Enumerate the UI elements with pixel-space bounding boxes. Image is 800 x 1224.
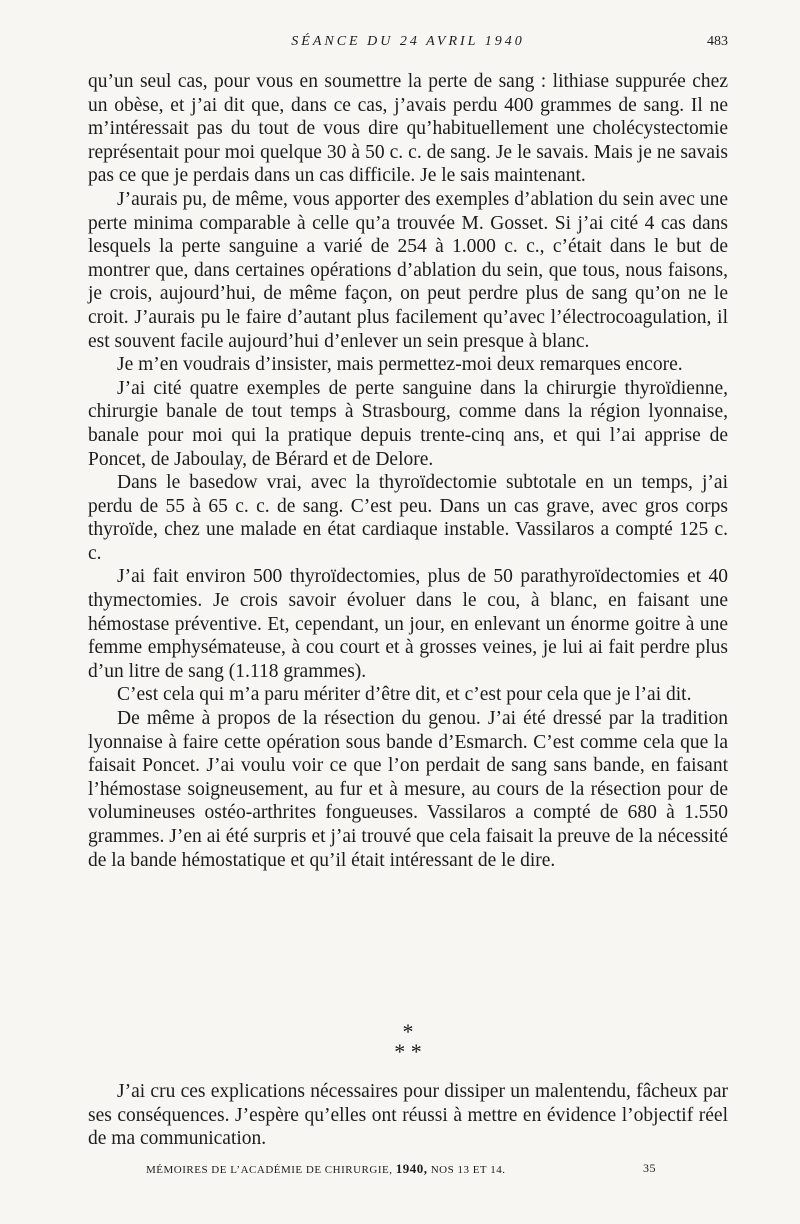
body-text [88, 70, 728, 872]
paragraph: C’est cela qui m’a paru mériter d’être dit, et c’est pour cela que je l’ai dit. [117, 684, 692, 706]
footer-journal [146, 1161, 505, 1177]
paragraph: qu’un seul cas, pour vous en soumettre la perte de sang : lithiase suppurée chez un obèse, et j’ai dit que, dans ce cas, j’avais perdu 400 grammes de sang. Il ne m’intéressait pas du tout de vous dire qu’habituellement une cholécystectomie représentait pour moi quelque 30 à 50 c. c. de sang. Je le savais. Mais je ne savais pas ce que je perdais dans un cas difficile. Je le sais maintenant. [88, 71, 728, 187]
section-separator [88, 1019, 728, 1064]
page-footer [146, 1161, 728, 1179]
paragraph: J’aurais pu, de même, vous apporter des exemples d’ablation du sein avec une perte minima comparable à celle qu’a trouvée M. Gosset. Si j’ai cité 4 cas dans lesquels la perte sanguine a varié de 254 à 1.000 c. c., c’était dans le but de montrer que, dans certaines opérations d’ablation du sein, que tous, nous faisons, je crois, aujourd’hui, de même façon, on peut perdre plus de sang qu’on ne le croit. J’aurais pu le faire d’autant plus facilement qu’avec l’électrocoagulation, il est souvent facile aujourd’hui d’enlever un sein presque à blanc. [88, 188, 728, 352]
paragraph: Je m’en voudrais d’insister, mais permettez-moi deux remarques encore. [117, 354, 683, 376]
paragraph: J’ai cité quatre exemples de perte sanguine dans la chirurgie thyroïdienne, chirurgie banale de tout temps à Strasbourg, comme dans la région lyonnaise, banale pour moi qui la pratique depuis trente-cinq ans, et qui l’ai apprise de Poncet, de Jaboulay, de Bérard et de Delore. [88, 377, 728, 470]
closing-paragraph: J’ai cru ces explications nécessaires pour dissiper un malentendu, fâcheux par ses conséquences. J’espère qu’elles ont réussi à mettre en évidence l’objectif réel de ma communication. [88, 1081, 728, 1150]
footer-journal-year: 1940, [395, 1161, 428, 1176]
separator-star-bottom: * * [394, 1039, 422, 1064]
page-number: 483 [707, 34, 728, 49]
running-header [88, 34, 728, 54]
header-title: SÉANCE DU 24 AVRIL 1940 [291, 34, 525, 49]
paragraph: J’ai fait environ 500 thyroïdectomies, plus de 50 parathyroïdectomies et 40 thymectomies. Je crois savoir évoluer dans le cou, à blanc, en faisant une hémostase préventive. Et, cependant, un jour, en enlevant un énorme goitre à une femme emphysémateuse, à cou court et à grosses veines, je lui ai fait perdre plus d’un litre de sang (1.118 grammes). [88, 566, 728, 682]
paragraph: Dans le basedow vrai, avec la thyroïdectomie subtotale en un temps, j’ai perdu de 55 à 65 c. c. de sang. C’est peu. Dans un cas grave, avec gros corps thyroïde, chez une malade en état cardiaque instable. Vassilaros a compté 125 c. c. [88, 472, 728, 564]
footer-journal-issue: NOS 13 ET 14. [430, 1164, 506, 1176]
footer-journal-prefix: MÉMOIRES DE L’ACADÉMIE DE CHIRURGIE, [146, 1164, 393, 1176]
footer-signature-number: 35 [643, 1161, 656, 1175]
paragraph: De même à propos de la résection du genou. J’ai été dressé par la tradition lyonnaise à faire cette opération sous bande d’Esmarch. C’est comme cela que la faisait Poncet. J’ai voulu voir ce que l’on perdait de sang sans bande, en faisant l’hémostase soigneusement, au fur et à mesure, au cours de la résection pour de volumineuses ostéo-arthrites fongueuses. Vassilaros a compté de 680 à 1.550 grammes. J’en ai été surpris et j’ai trouvé que cela faisait la preuve de la nécessité de la bande hémostatique et qu’il était intéressant de le dire. [88, 708, 728, 871]
separator-star-top: * [402, 1019, 414, 1044]
closing-text [88, 1080, 728, 1151]
